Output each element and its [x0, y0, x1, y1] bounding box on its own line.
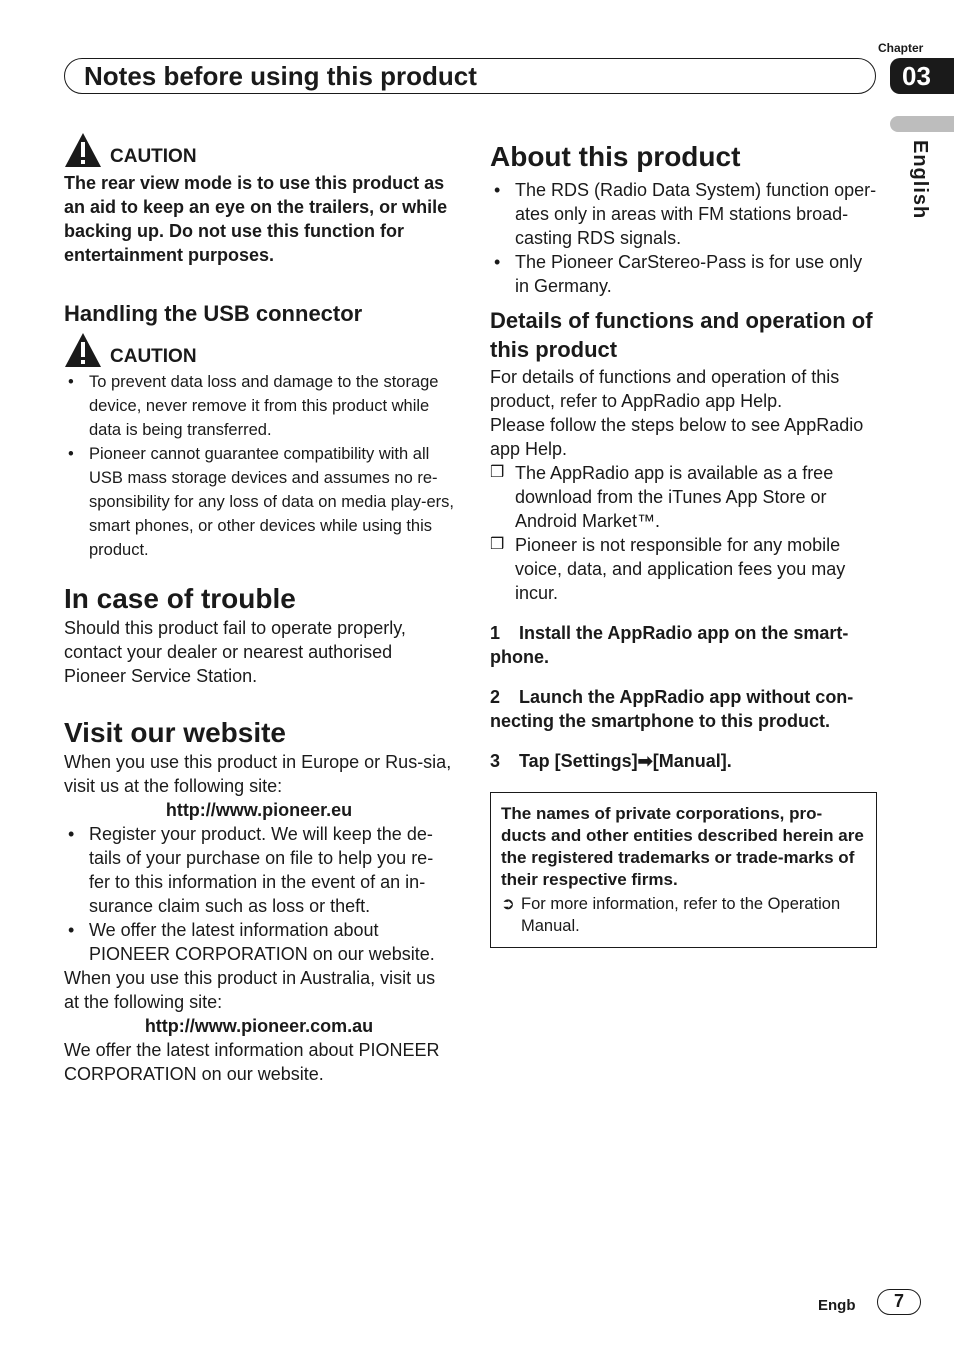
step-text: Tap [Settings]➡[Manual].	[519, 751, 732, 771]
side-language-label: English	[909, 140, 931, 220]
usb-caution-list	[64, 370, 454, 562]
right-column	[490, 140, 880, 773]
left-column	[64, 130, 454, 1086]
trademark-box	[490, 792, 877, 948]
list-item: • We offer the latest information about PIONEER CORPORATION on our website.	[64, 918, 454, 966]
trademark-note-text: For more information, refer to the Operation Manual.	[521, 895, 841, 935]
website-australia: When you use this product in Australia, visit us at the following site:	[64, 968, 436, 1012]
trouble-heading: In case of trouble	[64, 583, 296, 614]
side-tab	[890, 116, 954, 132]
website-heading: Visit our website	[64, 717, 286, 748]
return-arrow-icon: ➲	[501, 895, 515, 913]
about-list	[490, 178, 880, 298]
step-2	[490, 685, 880, 733]
step-text: Launch the AppRadio app without con-necting the smartphone to this product.	[490, 687, 854, 731]
step-number: 3	[490, 751, 501, 771]
warning-icon	[64, 132, 102, 168]
warning-icon	[64, 332, 102, 368]
list-item: • Register your product. We will keep the de-tails of your purchase on file to help you re-fer to this information in the event of an in-surance claim such as loss or theft.	[64, 822, 454, 918]
caution-header	[64, 130, 454, 168]
website-url-au[interactable]: http://www.pioneer.com.au	[144, 1016, 374, 1036]
list-item: • Pioneer cannot guarantee compatibility with all USB mass storage devices and assumes no re-sponsibility for any loss of data on media play-ers, smart phones, or other devices while using this product.	[64, 442, 454, 562]
page-title: Notes before using this product	[84, 61, 477, 91]
website-list	[64, 822, 454, 966]
caution-text: The rear view mode is to use this product as an aid to keep an eye on the trailers, or while backing up. Do not use this function for entertainment purposes.	[64, 173, 448, 265]
caution-label: CAUTION	[110, 146, 197, 167]
trademark-text: The names of private corporations, pro-ducts and other entities described herein are the registered trademarks or trade-marks of their respective firms.	[501, 804, 864, 889]
details-para: For details of functions and operation of this product, refer to AppRadio app Help.	[490, 367, 840, 411]
step-number: 2	[490, 687, 501, 707]
details-heading: Details of functions and operation of this product	[490, 308, 873, 362]
step-1	[490, 621, 880, 669]
note-item: ❒ Pioneer is not responsible for any mobile voice, data, and application fees you may incur.	[490, 533, 880, 605]
chapter-label: Chapter	[878, 41, 924, 55]
page-number: 7	[877, 1289, 921, 1315]
caution-header	[64, 330, 454, 368]
step-3	[490, 749, 880, 773]
details-notes	[490, 461, 880, 605]
about-heading: About this product	[490, 141, 741, 172]
list-item: • The RDS (Radio Data System) function oper-ates only in areas with FM stations broad-casting RDS signals.	[490, 178, 880, 250]
website-intro: When you use this product in Europe or Rus-sia, visit us at the following site:	[64, 752, 452, 796]
usb-heading: Handling the USB connector	[64, 301, 363, 326]
step-text: Install the AppRadio app on the smart-phone.	[490, 623, 849, 667]
details-para: Please follow the steps below to see AppRadio app Help.	[490, 415, 864, 459]
list-item: • To prevent data loss and damage to the storage device, never remove it from this product while data is being transferred.	[64, 370, 454, 442]
trouble-text: Should this product fail to operate properly, contact your dealer or nearest authorised Pioneer Service Station.	[64, 618, 406, 686]
note-item: ❒ The AppRadio app is available as a free download from the iTunes App Store or Android Market™.	[490, 461, 880, 533]
chapter-number: 03	[890, 58, 954, 94]
website-closing: We offer the latest information about PIONEER CORPORATION on our website.	[64, 1040, 440, 1084]
language-code: Engb	[818, 1297, 856, 1314]
website-url-eu[interactable]: http://www.pioneer.eu	[165, 800, 353, 820]
caution-label: CAUTION	[110, 346, 197, 367]
step-number: 1	[490, 623, 501, 643]
list-item: • The Pioneer CarStereo-Pass is for use only in Germany.	[490, 250, 880, 298]
trademark-note	[501, 893, 866, 937]
